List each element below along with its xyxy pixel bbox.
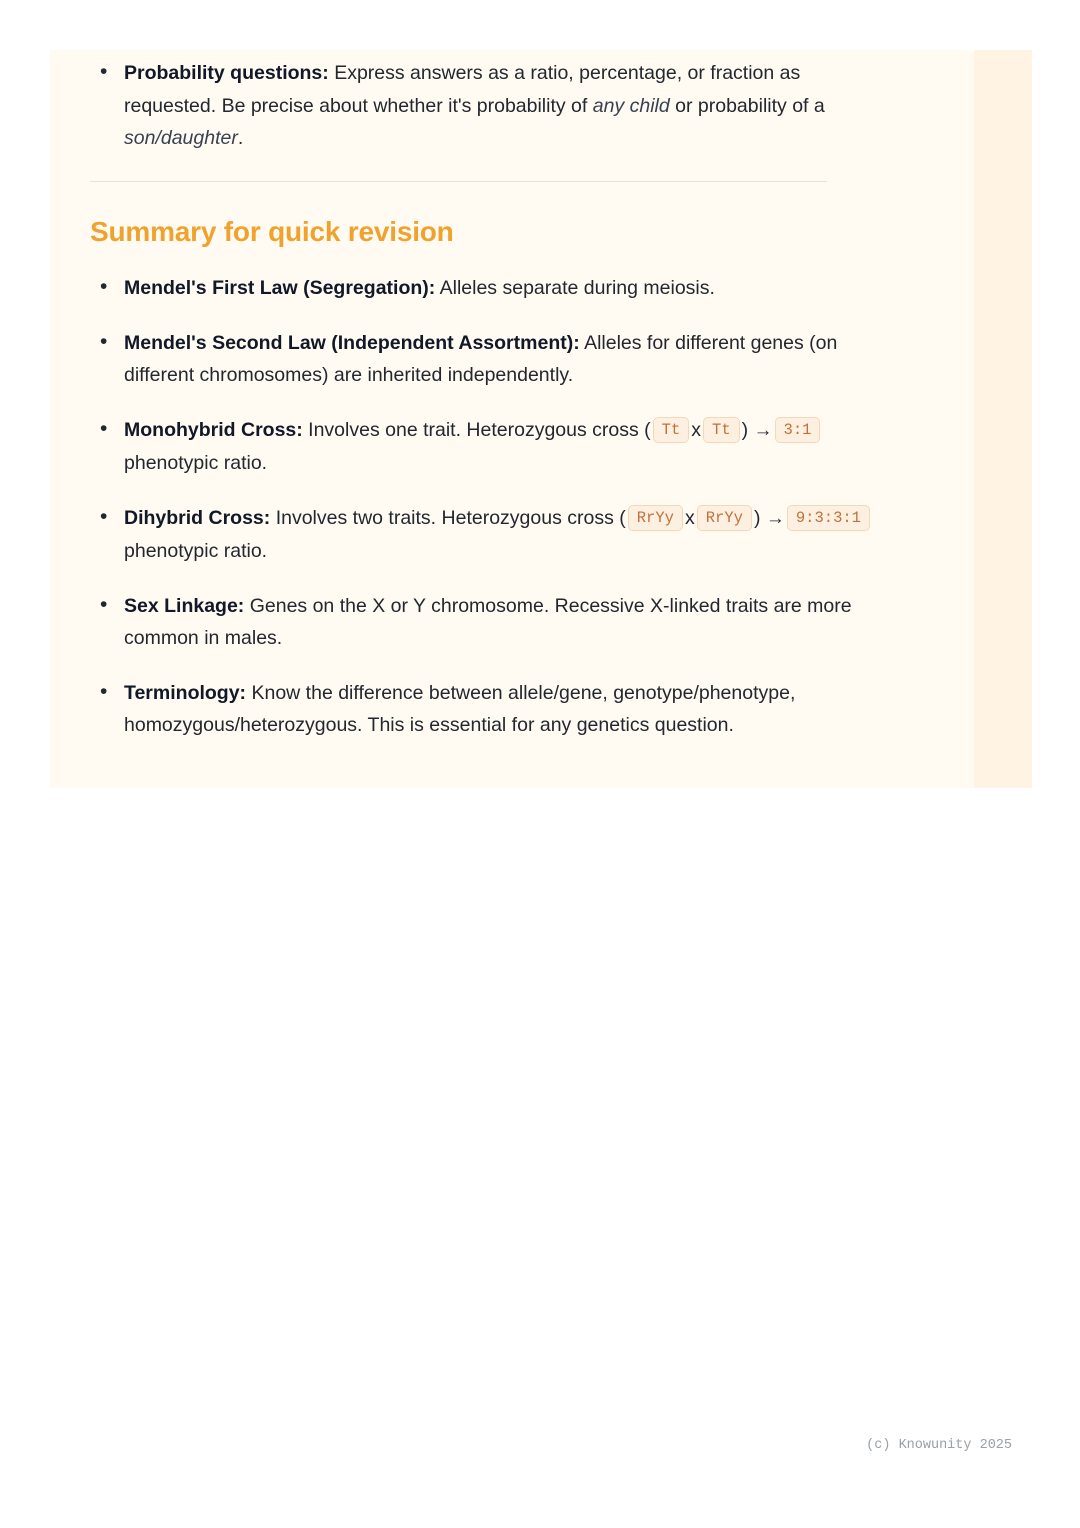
summary-section	[90, 272, 890, 742]
ratio-chip: 3:1	[775, 417, 821, 443]
bullet-text-part-3: .	[237, 127, 244, 149]
bullet-text-after: phenotypic ratio.	[124, 452, 268, 474]
page-title: Summary for quick revision	[90, 216, 454, 247]
bullet-label: Mendel's Second Law (Independent Assortment):	[124, 331, 580, 354]
bullet-label: Sex Linkage:	[124, 594, 245, 617]
bullet-text: Genes on the X or Y chromosome. Recessive X-linked traits are more common in males.	[124, 594, 852, 649]
bullet-text-part-1: Express answers as a ratio, percentage, or fraction as requested. Be precise about whether it's probability of	[124, 62, 801, 117]
list-item	[90, 272, 890, 305]
bullet-text: Alleles for different genes (on different chromosomes) are inherited independently.	[124, 331, 838, 386]
list-item	[90, 327, 890, 392]
bullet-text-part-2: or probability of a	[669, 94, 825, 117]
genotype-chip-b: RrYy	[697, 505, 752, 531]
bullet-label: Probability questions:	[124, 62, 329, 84]
paren-close: )	[753, 506, 761, 529]
list-item	[90, 502, 890, 568]
list-item	[90, 414, 890, 480]
ratio-chip: 9:3:3:1	[787, 505, 870, 531]
top-bullet-section	[90, 50, 880, 155]
bullet-text: Alleles separate during meiosis.	[439, 277, 715, 299]
arrow-icon: →	[765, 507, 785, 529]
bullet-text: Involves two traits. Heterozygous cross (	[275, 506, 626, 529]
section-divider	[90, 181, 827, 182]
bullet-text: Involves one trait. Heterozygous cross (	[308, 418, 651, 441]
summary-bullet-list	[90, 272, 890, 742]
paren-close: )	[741, 418, 749, 441]
bullet-text: Know the difference between allele/gene, genotype/phenotype, homozygous/heterozygous. This is essential for any genetics question.	[124, 681, 796, 736]
cross-symbol: x	[691, 418, 702, 441]
bullet-label: Mendel's First Law (Segregation):	[124, 277, 436, 299]
genotype-chip-b: Tt	[703, 417, 740, 443]
list-item	[90, 677, 890, 742]
list-item	[90, 590, 890, 655]
content-card	[50, 50, 1032, 788]
arrow-icon: →	[753, 419, 773, 441]
bullet-label: Dihybrid Cross:	[124, 506, 271, 529]
genotype-chip-a: RrYy	[628, 505, 683, 531]
list-item	[90, 57, 880, 155]
bullet-italic-son-daughter: son/daughter	[124, 127, 238, 149]
cross-symbol: x	[684, 506, 695, 529]
genotype-chip-a: Tt	[653, 417, 690, 443]
bullet-label: Monohybrid Cross:	[124, 418, 303, 441]
bullet-text-after: phenotypic ratio.	[124, 540, 268, 562]
card-accent-stripe	[974, 50, 1032, 788]
bullet-italic-any-child: any child	[592, 94, 670, 117]
footer-copyright: (c) Knowunity 2025	[866, 1438, 1012, 1453]
bullet-label: Terminology:	[124, 681, 247, 704]
probability-bullet-list	[90, 57, 880, 155]
